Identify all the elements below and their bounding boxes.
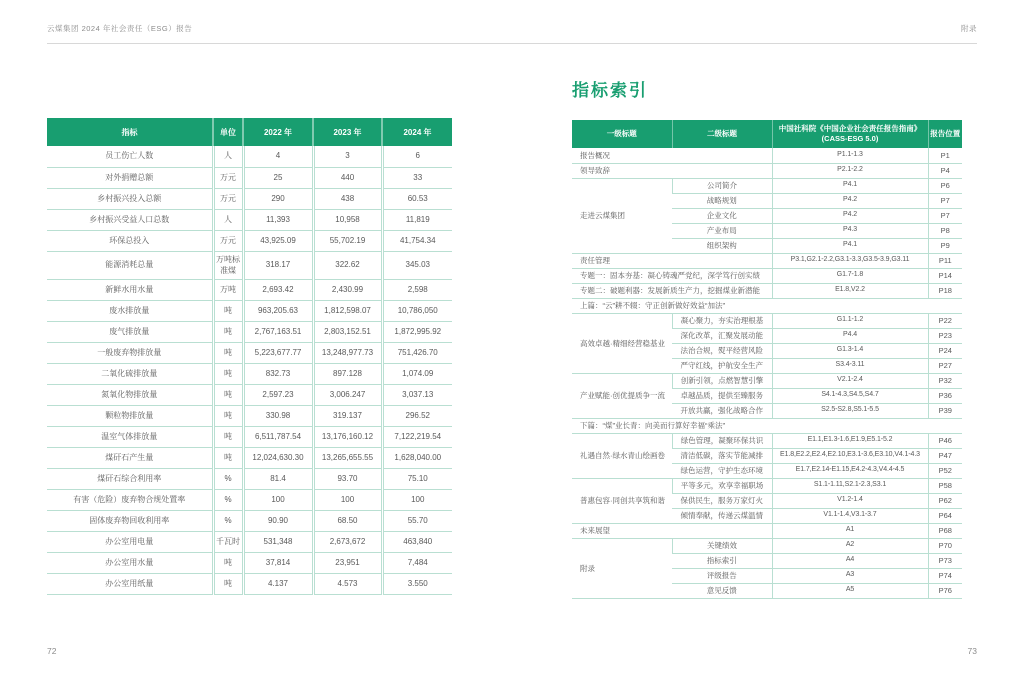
kpi-value-2023-cell: 3	[313, 146, 382, 167]
kpi-unit-cell: 吨	[213, 384, 243, 405]
index-page-cell: P47	[928, 448, 962, 463]
index-level2-cell: 深化改革，汇聚发展动能	[672, 328, 772, 343]
index-table-row	[572, 523, 962, 538]
kpi-value-2024-cell: 3.550	[382, 573, 452, 594]
kpi-table-head-row	[47, 118, 452, 146]
kpi-indicator-cell: 废水排放量	[47, 300, 213, 321]
index-page-cell: P22	[928, 313, 962, 328]
index-page-cell: P1	[928, 148, 962, 163]
kpi-value-2023-cell: 23,951	[313, 552, 382, 573]
index-column-header: 一级标题	[572, 120, 672, 148]
index-page-cell: P58	[928, 478, 962, 493]
kpi-value-2024-cell: 296.52	[382, 405, 452, 426]
report-title: 云煤集团 2024 年社会责任（ESG）报告	[47, 24, 193, 33]
index-level2-cell: 倾情奉献，传递云煤温情	[672, 508, 772, 523]
index-table-row	[572, 433, 962, 448]
index-code-cell: P4.3	[772, 223, 928, 238]
index-code-cell: E1.7,E2.14-E1.15,E4.2-4.3,V4.4-4.5	[772, 463, 928, 478]
kpi-value-2022-cell: 330.98	[243, 405, 313, 426]
index-section-row	[572, 298, 962, 313]
kpi-value-2024-cell: 11,819	[382, 209, 452, 230]
index-table-head-row	[572, 120, 962, 148]
page-title: 指标索引	[572, 81, 648, 100]
kpi-table-row	[47, 531, 452, 552]
kpi-value-2023-cell: 2,430.99	[313, 279, 382, 300]
index-page-cell: P46	[928, 433, 962, 448]
kpi-indicator-cell: 员工伤亡人数	[47, 146, 213, 167]
kpi-indicator-cell: 一般废弃物排放量	[47, 342, 213, 363]
kpi-table-row	[47, 279, 452, 300]
index-code-cell: A1	[772, 523, 928, 538]
index-page-cell: P7	[928, 193, 962, 208]
kpi-table-row	[47, 342, 452, 363]
kpi-value-2024-cell: 60.53	[382, 188, 452, 209]
kpi-value-2024-cell: 3,037.13	[382, 384, 452, 405]
kpi-value-2023-cell: 440	[313, 167, 382, 188]
index-column-header: 报告位置	[928, 120, 962, 148]
index-level2-cell: 开放共赢，强化战略合作	[672, 403, 772, 418]
kpi-value-2022-cell: 2,597.23	[243, 384, 313, 405]
index-table-row	[572, 283, 962, 298]
index-level1-cell: 领导致辞	[572, 163, 772, 178]
index-page-cell: P32	[928, 373, 962, 388]
index-table-row	[572, 478, 962, 493]
kpi-table	[47, 118, 452, 595]
index-level2-cell: 产业布局	[672, 223, 772, 238]
kpi-value-2022-cell: 5,223,677.77	[243, 342, 313, 363]
index-level1-cell: 高效卓越·精细经营稳基业	[572, 313, 672, 373]
kpi-value-2024-cell: 6	[382, 146, 452, 167]
kpi-table-row	[47, 489, 452, 510]
index-level2-cell: 保供民生，服务万家灯火	[672, 493, 772, 508]
kpi-unit-cell: 吨	[213, 405, 243, 426]
kpi-unit-cell: 吨	[213, 321, 243, 342]
index-code-cell: P4.1	[772, 238, 928, 253]
index-section-row	[572, 418, 962, 433]
index-level2-cell: 严守红线，护航安全生产	[672, 358, 772, 373]
kpi-value-2022-cell: 290	[243, 188, 313, 209]
index-level1-cell: 专题一：固本夯基：凝心铸魂严党纪，深学笃行创实绩	[572, 268, 772, 283]
index-level1-cell: 普惠包容·同创共享筑和谐	[572, 478, 672, 523]
index-level1-cell: 未来展望	[572, 523, 772, 538]
kpi-value-2024-cell: 55.70	[382, 510, 452, 531]
kpi-value-2022-cell: 25	[243, 167, 313, 188]
index-code-cell: A5	[772, 583, 928, 598]
kpi-indicator-cell: 有害（危险）废弃物合规处置率	[47, 489, 213, 510]
index-page-cell: P18	[928, 283, 962, 298]
index-code-cell: V1.1-1.4,V3.1-3.7	[772, 508, 928, 523]
kpi-value-2024-cell: 10,786,050	[382, 300, 452, 321]
index-table-row	[572, 148, 962, 163]
index-table	[572, 120, 962, 599]
kpi-value-2023-cell: 319.137	[313, 405, 382, 426]
section-label: 附录	[961, 24, 977, 33]
index-page-cell: P8	[928, 223, 962, 238]
kpi-value-2023-cell: 322.62	[313, 251, 382, 279]
kpi-indicator-cell: 温室气体排放量	[47, 426, 213, 447]
kpi-value-2023-cell: 13,248,977.73	[313, 342, 382, 363]
index-level1-cell: 附录	[572, 538, 672, 598]
kpi-table-row	[47, 384, 452, 405]
page-number-left: 72	[47, 646, 57, 656]
kpi-unit-cell: 吨	[213, 300, 243, 321]
kpi-value-2024-cell: 2,598	[382, 279, 452, 300]
kpi-table-body	[47, 146, 452, 594]
kpi-indicator-cell: 二氧化硫排放量	[47, 363, 213, 384]
index-table-body	[572, 148, 962, 598]
index-level2-cell: 绿色管理，凝聚环保共识	[672, 433, 772, 448]
kpi-value-2023-cell: 438	[313, 188, 382, 209]
kpi-value-2023-cell: 3,006.247	[313, 384, 382, 405]
kpi-indicator-cell: 办公室用水量	[47, 552, 213, 573]
index-table-row	[572, 538, 962, 553]
kpi-value-2022-cell: 2,693.42	[243, 279, 313, 300]
index-code-cell: G1.1-1.2	[772, 313, 928, 328]
kpi-table-row	[47, 573, 452, 594]
kpi-unit-cell: %	[213, 489, 243, 510]
page-number-right: 73	[967, 646, 977, 656]
kpi-unit-cell: 人	[213, 146, 243, 167]
index-page-cell: P64	[928, 508, 962, 523]
index-level2-cell: 关键绩效	[672, 538, 772, 553]
kpi-indicator-cell: 办公室用纸量	[47, 573, 213, 594]
kpi-column-header: 2023 年	[313, 118, 382, 146]
index-code-cell: V2.1-2.4	[772, 373, 928, 388]
index-page-cell: P36	[928, 388, 962, 403]
kpi-table-row	[47, 510, 452, 531]
kpi-value-2023-cell: 93.70	[313, 468, 382, 489]
kpi-table-row	[47, 468, 452, 489]
kpi-value-2024-cell: 41,754.34	[382, 230, 452, 251]
kpi-value-2024-cell: 1,628,040.00	[382, 447, 452, 468]
index-code-cell: E1.8,E2.2,E2.4,E2.10,E3.1-3.6,E3.10,V4.1-4.3	[772, 448, 928, 463]
index-page-cell: P62	[928, 493, 962, 508]
index-table-row	[572, 268, 962, 283]
index-code-cell: V1.2-1.4	[772, 493, 928, 508]
index-page-cell: P24	[928, 343, 962, 358]
kpi-indicator-cell: 乡村振兴投入总额	[47, 188, 213, 209]
index-level2-cell: 清洁低碳，落实节能减排	[672, 448, 772, 463]
kpi-unit-cell: 吨	[213, 342, 243, 363]
kpi-unit-cell: 吨	[213, 573, 243, 594]
kpi-indicator-cell: 氮氧化物排放量	[47, 384, 213, 405]
index-level2-cell: 卓越品质，提供至臻服务	[672, 388, 772, 403]
kpi-value-2024-cell: 33	[382, 167, 452, 188]
kpi-indicator-cell: 煤矸石产生量	[47, 447, 213, 468]
kpi-indicator-cell: 乡村振兴受益人口总数	[47, 209, 213, 230]
kpi-unit-cell: %	[213, 510, 243, 531]
kpi-unit-cell: 万元	[213, 188, 243, 209]
kpi-value-2022-cell: 100	[243, 489, 313, 510]
index-page-cell: P39	[928, 403, 962, 418]
kpi-value-2023-cell: 4.573	[313, 573, 382, 594]
kpi-table-row	[47, 300, 452, 321]
index-table-row	[572, 163, 962, 178]
kpi-table-row	[47, 167, 452, 188]
index-page-cell: P6	[928, 178, 962, 193]
index-level2-cell: 战略规划	[672, 193, 772, 208]
kpi-value-2023-cell: 68.50	[313, 510, 382, 531]
kpi-value-2022-cell: 11,393	[243, 209, 313, 230]
index-page-cell: P7	[928, 208, 962, 223]
kpi-indicator-cell: 能源消耗总量	[47, 251, 213, 279]
index-code-cell: S2.5-S2.8,S5.1-5.5	[772, 403, 928, 418]
index-page-cell: P23	[928, 328, 962, 343]
index-level2-cell: 指标索引	[672, 553, 772, 568]
kpi-value-2024-cell: 100	[382, 489, 452, 510]
kpi-column-header: 单位	[213, 118, 243, 146]
index-page-cell: P74	[928, 568, 962, 583]
index-level1-cell: 产业赋能·创优提质争一流	[572, 373, 672, 418]
kpi-unit-cell: 吨	[213, 552, 243, 573]
kpi-value-2024-cell: 7,122,219.54	[382, 426, 452, 447]
index-table-row	[572, 313, 962, 328]
kpi-value-2022-cell: 43,925.09	[243, 230, 313, 251]
kpi-unit-cell: 万元	[213, 167, 243, 188]
kpi-value-2023-cell: 1,812,598.07	[313, 300, 382, 321]
index-level2-cell: 评级报告	[672, 568, 772, 583]
kpi-unit-cell: 千瓦时	[213, 531, 243, 552]
kpi-unit-cell: 万元	[213, 230, 243, 251]
index-code-cell: P4.1	[772, 178, 928, 193]
kpi-column-header: 指标	[47, 118, 213, 146]
index-page-cell: P76	[928, 583, 962, 598]
index-code-cell: P2.1-2.2	[772, 163, 928, 178]
kpi-indicator-cell: 废气排放量	[47, 321, 213, 342]
kpi-value-2023-cell: 13,265,655.55	[313, 447, 382, 468]
kpi-table-row	[47, 363, 452, 384]
running-header	[47, 0, 977, 44]
index-page-cell: P52	[928, 463, 962, 478]
kpi-table-row	[47, 146, 452, 167]
kpi-value-2024-cell: 7,484	[382, 552, 452, 573]
index-code-cell: P4.2	[772, 193, 928, 208]
kpi-table-row	[47, 251, 452, 279]
index-page-cell: P14	[928, 268, 962, 283]
index-level1-cell: 礼遇自然·绿水青山绘画卷	[572, 433, 672, 478]
kpi-value-2022-cell: 6,511,787.54	[243, 426, 313, 447]
index-page-cell: P70	[928, 538, 962, 553]
index-column-header: 中国社科院《中国企业社会责任报告指南》 (CASS-ESG 5.0)	[772, 120, 928, 148]
kpi-value-2022-cell: 90.90	[243, 510, 313, 531]
kpi-value-2022-cell: 531,348	[243, 531, 313, 552]
kpi-value-2022-cell: 81.4	[243, 468, 313, 489]
index-level2-cell: 公司简介	[672, 178, 772, 193]
index-level1-cell: 走进云煤集团	[572, 178, 672, 253]
kpi-value-2023-cell: 100	[313, 489, 382, 510]
kpi-table-container	[47, 118, 452, 595]
index-level2-cell: 法治合规，熨平经营风险	[672, 343, 772, 358]
index-code-cell: E1.1,E1.3-1.6,E1.9,E5.1-5.2	[772, 433, 928, 448]
kpi-indicator-cell: 固体废弃物回收利用率	[47, 510, 213, 531]
index-level2-cell: 绿色运营，守护生态环境	[672, 463, 772, 478]
kpi-table-row	[47, 426, 452, 447]
index-page	[572, 76, 962, 599]
kpi-value-2022-cell: 2,767,163.51	[243, 321, 313, 342]
kpi-table-row	[47, 321, 452, 342]
kpi-value-2024-cell: 463,840	[382, 531, 452, 552]
kpi-unit-cell: 吨	[213, 363, 243, 384]
index-code-cell: G1.3-1.4	[772, 343, 928, 358]
index-page-cell: P27	[928, 358, 962, 373]
index-code-cell: S3.4-3.11	[772, 358, 928, 373]
index-level2-cell: 创新引领，点燃智慧引擎	[672, 373, 772, 388]
index-level1-cell: 报告概况	[572, 148, 772, 163]
kpi-value-2023-cell: 10,958	[313, 209, 382, 230]
kpi-table-row	[47, 405, 452, 426]
kpi-indicator-cell: 煤矸石综合利用率	[47, 468, 213, 489]
index-code-cell: E1.8,V2.2	[772, 283, 928, 298]
index-code-cell: P4.4	[772, 328, 928, 343]
kpi-value-2024-cell: 75.10	[382, 468, 452, 489]
kpi-unit-cell: %	[213, 468, 243, 489]
kpi-indicator-cell: 办公室用电量	[47, 531, 213, 552]
index-page-cell: P9	[928, 238, 962, 253]
index-page-cell: P68	[928, 523, 962, 538]
kpi-value-2022-cell: 12,024,630.30	[243, 447, 313, 468]
index-table-row	[572, 178, 962, 193]
kpi-value-2022-cell: 37,814	[243, 552, 313, 573]
kpi-value-2023-cell: 13,176,160.12	[313, 426, 382, 447]
index-table-row	[572, 373, 962, 388]
kpi-indicator-cell: 新鲜水用水量	[47, 279, 213, 300]
kpi-value-2024-cell: 751,426.70	[382, 342, 452, 363]
kpi-value-2023-cell: 55,702.19	[313, 230, 382, 251]
kpi-table-row	[47, 209, 452, 230]
kpi-value-2024-cell: 345.03	[382, 251, 452, 279]
index-page-cell: P11	[928, 253, 962, 268]
index-level2-cell: 意见反馈	[672, 583, 772, 598]
index-code-cell: P1.1-1.3	[772, 148, 928, 163]
kpi-value-2022-cell: 4	[243, 146, 313, 167]
index-column-header: 二级标题	[672, 120, 772, 148]
index-section-cell: 上篇：“云”耕不辍：守正创新做好效益“加法”	[572, 298, 962, 313]
kpi-table-row	[47, 552, 452, 573]
index-level1-cell: 专题二：破题利器：发展新质生产力，挖掘煤业新潜能	[572, 283, 772, 298]
kpi-table-row	[47, 188, 452, 209]
index-code-cell: G1.7-1.8	[772, 268, 928, 283]
kpi-value-2023-cell: 2,673,672	[313, 531, 382, 552]
index-page-cell: P73	[928, 553, 962, 568]
index-code-cell: A3	[772, 568, 928, 583]
index-code-cell: P3.1,G2.1-2.2,G3.1-3.3,G3.5-3.9,G3.11	[772, 253, 928, 268]
kpi-column-header: 2024 年	[382, 118, 452, 146]
kpi-unit-cell: 万吨标准煤	[213, 251, 243, 279]
index-code-cell: A4	[772, 553, 928, 568]
kpi-column-header: 2022 年	[243, 118, 313, 146]
kpi-value-2022-cell: 4.137	[243, 573, 313, 594]
kpi-table-row	[47, 230, 452, 251]
kpi-indicator-cell: 环保总投入	[47, 230, 213, 251]
index-level2-cell: 组织架构	[672, 238, 772, 253]
kpi-value-2022-cell: 318.17	[243, 251, 313, 279]
kpi-value-2023-cell: 897.128	[313, 363, 382, 384]
index-code-cell: S1.1-1.11,S2.1-2.3,S3.1	[772, 478, 928, 493]
kpi-indicator-cell: 颗粒物排放量	[47, 405, 213, 426]
kpi-value-2024-cell: 1,074.09	[382, 363, 452, 384]
index-level2-cell: 企业文化	[672, 208, 772, 223]
kpi-table-row	[47, 447, 452, 468]
kpi-value-2022-cell: 832.73	[243, 363, 313, 384]
index-section-cell: 下篇：“煤”业长青：向美而行算好幸福“乘法”	[572, 418, 962, 433]
kpi-unit-cell: 吨	[213, 447, 243, 468]
kpi-value-2023-cell: 2,803,152.51	[313, 321, 382, 342]
kpi-value-2024-cell: 1,872,995.92	[382, 321, 452, 342]
kpi-unit-cell: 万吨	[213, 279, 243, 300]
index-code-cell: P4.2	[772, 208, 928, 223]
kpi-unit-cell: 人	[213, 209, 243, 230]
index-level2-cell: 凝心聚力，夯实治理根基	[672, 313, 772, 328]
kpi-unit-cell: 吨	[213, 426, 243, 447]
index-page-cell: P4	[928, 163, 962, 178]
index-level2-cell: 平等多元，欢享幸福职场	[672, 478, 772, 493]
index-level1-cell: 责任管理	[572, 253, 772, 268]
index-code-cell: S4.1-4.3,S4.5,S4.7	[772, 388, 928, 403]
index-table-row	[572, 253, 962, 268]
kpi-indicator-cell: 对外捐赠总额	[47, 167, 213, 188]
index-code-cell: A2	[772, 538, 928, 553]
kpi-value-2022-cell: 963,205.63	[243, 300, 313, 321]
